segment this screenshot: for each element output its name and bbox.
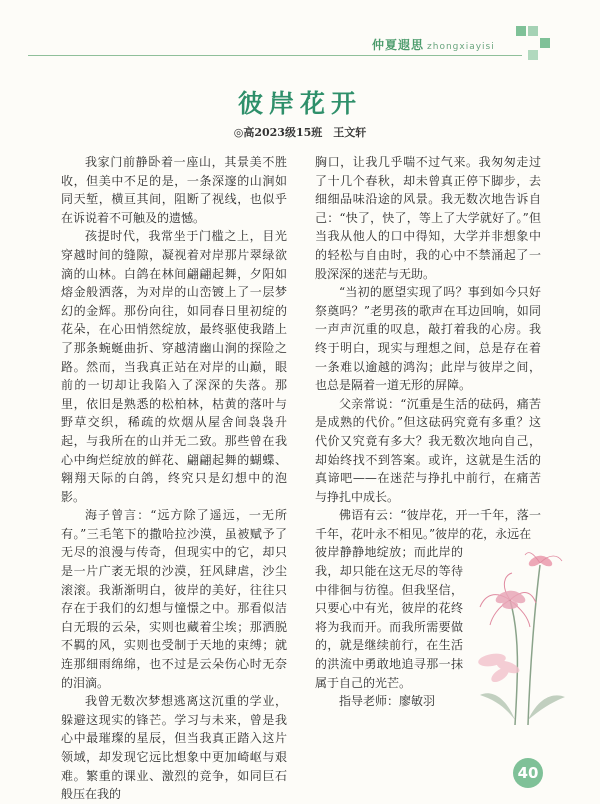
paragraph: 胸口，让我几乎喘不过气来。我匆匆走过了十几个春秋，却未曾真正停下脚步，去细细品味沿途的风景。我无数次地告诉自己：“快了，快了，等上了大学就好了。”但当我从他人的口中得知，大学并非想象中的轻松与自由时，我的心中不禁涌起了一股深深的迷茫与无助。 <box>315 155 541 281</box>
page-number: 40 <box>513 758 543 788</box>
paragraph: 孩提时代，我常坐于门槛之上，目光穿越时间的缝隙，凝视着对岸那片翠绿欲滴的山林。白鸽在林间翩翩起舞，夕阳如熔金般洒落，为对岸的山峦镀上了一层梦幻的金辉。那份向往，如同春日里初绽的花朵，在心田悄然绽放，最终驱使我踏上了那条蜿蜒曲折、穿越清幽山涧的探险之路。然而，当我真正站在对岸的山巅，眼前的一切却让我陷入了深深的失落。那里，依旧是熟悉的松柏林，枯黄的落叶与野草交织，稀疏的炊烟从屋舍间袅袅升起，与我所在的山并无二致。那些曾在我心中绚烂绽放的鲜花、翩翩起舞的蝴蝶、翱翔天际的白鸽，终究只是幻想中的泡影。 <box>61 229 287 504</box>
decorative-squares <box>516 26 556 62</box>
column-pinyin: zhongxiayisi <box>427 42 495 52</box>
paragraph: 父亲常说：“沉重是生活的砝码，痛苦是成熟的代价。”但这砝码究竟有多重？这代价又究竟有多大？我无数次地向自己，却始终找不到答案。或许，这就是生活的真谛吧——在迷茫与挣扎中前行，在痛苦与挣扎中成长。 <box>315 396 541 504</box>
article-title: 彼岸花开 <box>237 89 362 118</box>
column-header <box>0 34 600 64</box>
narrow-paragraph: 彼岸静静地绽放；而此岸的我，却只能在这无尽的等待中徘徊与彷徨。但我坚信，只要心中有光，彼岸的花终将为我而开。而我所需要做的，就是继续前行，在生活的洪流中勇敢地追寻那一抹属于自己的光芒。 <box>315 545 463 690</box>
teacher-credit: 指导老师：廖敏羽 <box>339 694 436 709</box>
column-name <box>372 36 495 53</box>
paragraph: 佛语有云：“彼岸花，开一千年，落一千年，花叶永不相见。”彼岸的花，永远在 <box>315 508 541 541</box>
spider-lily-illustration <box>470 545 585 730</box>
header-rule <box>28 55 522 56</box>
author-byline: ◎高2023级15班 王文轩 <box>233 126 367 139</box>
paragraph: 海子曾言：“远方除了遥远，一无所有。”三毛笔下的撒哈拉沙漠，虽被赋予了无尽的浪漫与传奇，但现实中的它，却只是一片广袤无垠的沙漠，狂风肆虐，沙尘滚滚。我渐渐明白，彼岸的美好，往往只存在于我们的幻想与憧憬之中。那看似洁白无瑕的云朵，实则也藏着尘埃；那洒脱不羁的风，实则也受制于天地的束缚；就连那细雨绵绵，也不过是云朵伤心时无奈的泪滴。 <box>61 508 287 690</box>
left-column <box>61 153 287 804</box>
paragraph: 我曾无数次梦想逃离这沉重的学业，躲避这现实的锋芒。学习与未来，曾是我心中最璀璨的星辰，但当我真正踏入这片领域，却发现它远比想象中更加崎岖与艰难。繁重的课业、激烈的竞争，如同巨石般压在我的 <box>61 694 287 802</box>
paragraph: “当初的愿望实现了吗？事到如今只好祭奠吗？”老男孩的歌声在耳边回响，如同一声声沉重的叹息，敲打着我的心房。我终于明白，现实与理想之间，总是存在着一条难以逾越的鸿沟；此岸与彼岸之间，也总是隔着一道无形的屏障。 <box>315 285 541 393</box>
column-title: 仲夏遐思 <box>372 38 425 52</box>
paragraph: 我家门前静卧着一座山，其景美不胜收，但美中不足的是，一条深邃的山涧如同天堑，横亘其间，阻断了视线，也似乎在诉说着不可触及的遗憾。 <box>61 155 287 225</box>
